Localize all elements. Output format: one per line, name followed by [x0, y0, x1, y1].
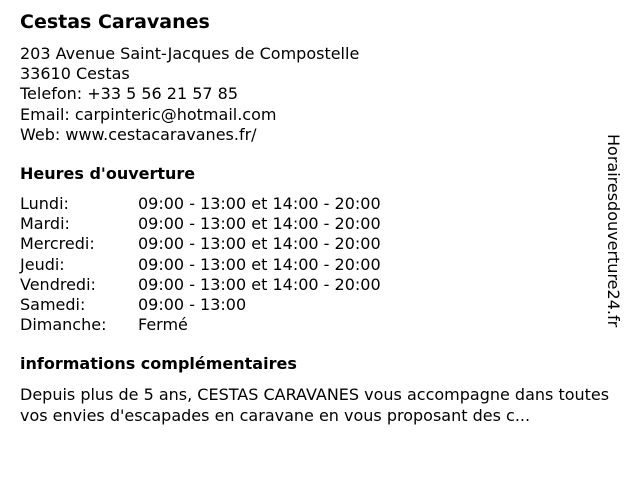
address-line-1: 203 Avenue Saint-Jacques de Compostelle	[20, 44, 360, 63]
phone-number[interactable]: Telefon: +33 5 56 21 57 85	[20, 84, 239, 104]
day-label: Vendredi:	[20, 274, 96, 294]
hours-row-tuesday	[20, 214, 381, 234]
business-description: Depuis plus de 5 ans, CESTAS CARAVANES vous accompagne dans toutes vos envies d'escapades en caravane en vous proposant des c...	[20, 385, 610, 425]
time-value: 09:00 - 13:00 et 14:00 - 20:00	[138, 274, 381, 294]
opening-hours-table	[20, 194, 381, 335]
hours-row-monday	[20, 194, 381, 214]
hours-row-thursday	[20, 255, 381, 275]
time-value: 09:00 - 13:00 et 14:00 - 20:00	[138, 254, 381, 274]
hours-row-wednesday	[20, 234, 381, 254]
time-value: 09:00 - 13:00 et 14:00 - 20:00	[138, 234, 381, 254]
website-link[interactable]: Web: www.cestacaravanes.fr/	[20, 124, 257, 144]
hours-row-sunday	[20, 315, 381, 335]
day-label: Dimanche:	[20, 315, 107, 335]
day-label: Mercredi:	[20, 234, 95, 254]
day-label: Lundi:	[20, 194, 69, 213]
time-value: Fermé	[138, 315, 188, 335]
day-label: Jeudi:	[20, 254, 65, 274]
address-line-2: 33610 Cestas	[20, 64, 130, 84]
day-label: Mardi:	[20, 214, 70, 234]
day-label: Samedi:	[20, 295, 86, 315]
time-value: 09:00 - 13:00	[138, 295, 247, 315]
hours-row-saturday	[20, 295, 381, 315]
time-value: 09:00 - 13:00 et 14:00 - 20:00	[138, 194, 381, 213]
hours-row-friday	[20, 275, 381, 295]
additional-info-heading: informations complémentaires	[20, 354, 297, 373]
time-value: 09:00 - 13:00 et 14:00 - 20:00	[138, 214, 381, 234]
email-address[interactable]: Email: carpinteric@hotmail.com	[20, 104, 277, 124]
contact-block	[20, 44, 359, 145]
business-name: Cestas Caravanes	[20, 11, 210, 33]
opening-hours-heading: Heures d'ouverture	[20, 164, 196, 183]
site-brand-vertical: Horairesdouverture24.fr	[604, 134, 623, 328]
